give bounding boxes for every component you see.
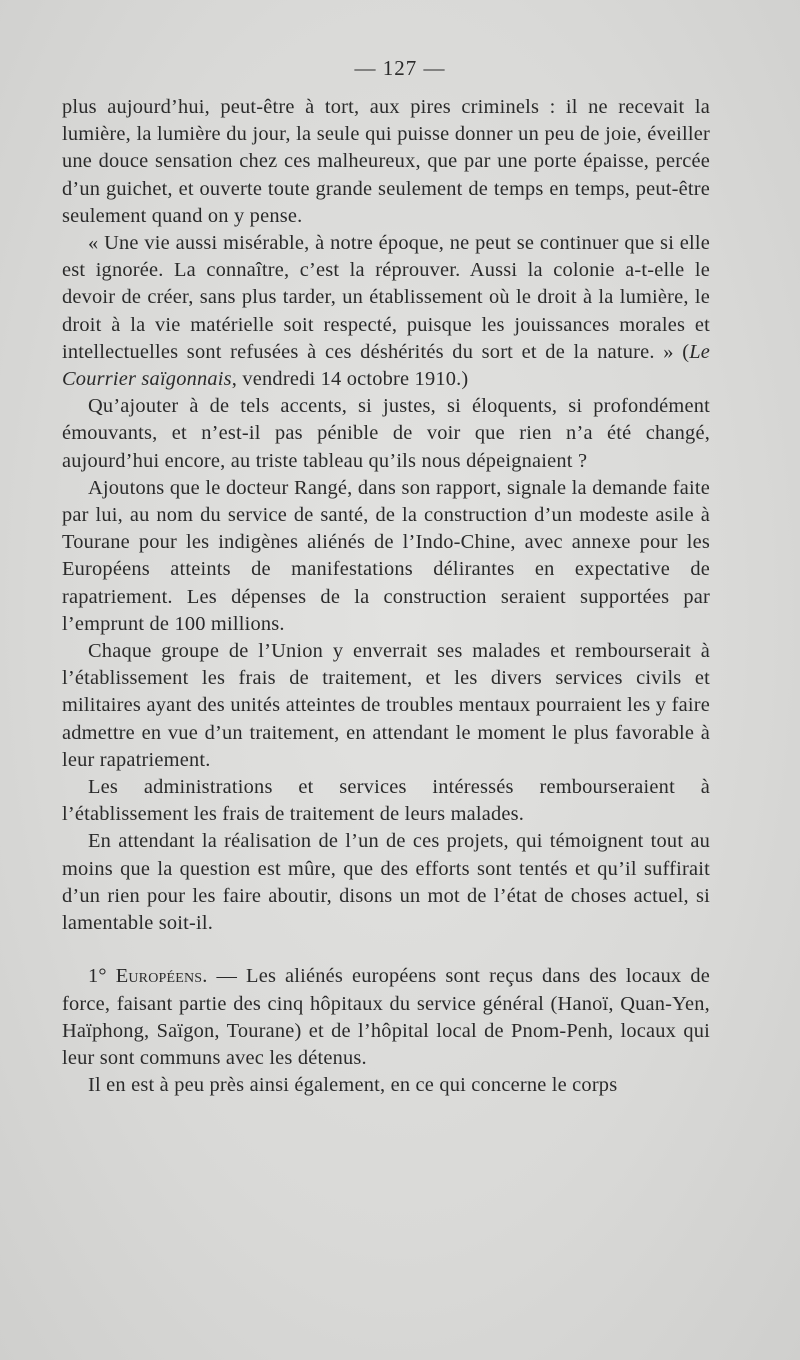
paragraph-1 xyxy=(62,94,710,230)
paragraph-2 xyxy=(62,230,710,393)
paragraph-text: En attendant la réalisation de l’un de ces projets, qui témoignent tout au moins que la question est mûre, que des efforts sont tentés et qu’il suffirait d’un rien pour les faire aboutir, disons un mot de l’état de choses actuel, si lamentable soit-il. xyxy=(62,830,710,935)
section-europeens xyxy=(62,963,710,1072)
paragraph-9 xyxy=(62,1072,710,1099)
paragraph-5 xyxy=(62,638,710,774)
paragraph-text: Chaque groupe de l’Union y enverrait ses malades et rembourserait à l’établissement les frais de traitement, et les divers services civils et militaires ayant des unités atteintes de troubles mentaux pourraient les y faire admettre en vue d’un traitement, en attendant le moment le plus favorable à leur rapatriement. xyxy=(62,640,710,771)
section-number: 1° xyxy=(88,965,116,988)
paragraph-6 xyxy=(62,774,710,828)
paragraph-text: plus aujourd’hui, peut-être à tort, aux pires criminels : il ne recevait la lumière, la lumière du jour, la seule qui puisse donner un peu de joie, éveiller une douce sensation chez ces malheureux, que par une porte épaisse, percée d’un guichet, et ouverte toute grande seulement de temps en temps, peut-être seulement quand on y pense. xyxy=(62,96,710,227)
paragraph-4 xyxy=(62,475,710,638)
citation-date: , vendredi 14 octobre 1910.) xyxy=(231,368,469,391)
paragraph-text: Qu’ajouter à de tels accents, si justes, si éloquents, si profondément émouvants, et n’est-il pas pénible de voir que rien n’a été changé, aujourd’hui encore, au triste tableau qu’ils nous dépeignaient ? xyxy=(62,395,710,472)
paragraph-text: Ajoutons que le docteur Rangé, dans son rapport, signale la demande faite par lui, au nom du service de santé, de la construction d’un modeste asile à Tourane pour les indigènes aliénés de l’Indo-Chine, avec annexe pour les Européens atteints de manifestations délirantes en expectative de rapatriement. Les dépenses de la construction seraient supportées par l’emprunt de 100 millions. xyxy=(62,476,710,635)
newspaper-title: Le Courrier saïgonnais xyxy=(62,340,710,391)
section-heading: Européens xyxy=(115,965,203,988)
paragraph-text: Les administrations et services intéressés rembourseraient à l’établissement les frais de traitement de leurs malades. xyxy=(62,776,710,826)
body-text xyxy=(62,94,710,1099)
page-number: — 127 — xyxy=(354,56,446,80)
paragraph-text: . — Les aliénés européens sont reçus dans des locaux de force, faisant partie des cinq hôpitaux du service général (Hanoï, Quan-Yen, Haïphong, Saïgon, Tourane) et de l’hôpital local de Pnom-Penh, locaux qui leur sont communs avec les détenus. xyxy=(62,965,710,1069)
quotation-text: « Une vie aussi misérable, à notre époque, ne peut se continuer que si elle est ignorée. La connaître, c’est la réprouver. Aussi la colonie a-t-elle le devoir de créer, sans plus tarder, un établissement où le droit à la lumière, le droit à la vie matérielle soit respecté, puisque les jouissances morales et intellectuelles sont refusées à ces déshérités du sort et de la nature. » ( xyxy=(62,232,710,363)
paragraph-3 xyxy=(62,393,710,475)
paragraph-7 xyxy=(62,828,710,937)
paragraph-text: Il en est à peu près ainsi également, en ce qui concerne le corps xyxy=(88,1074,618,1097)
